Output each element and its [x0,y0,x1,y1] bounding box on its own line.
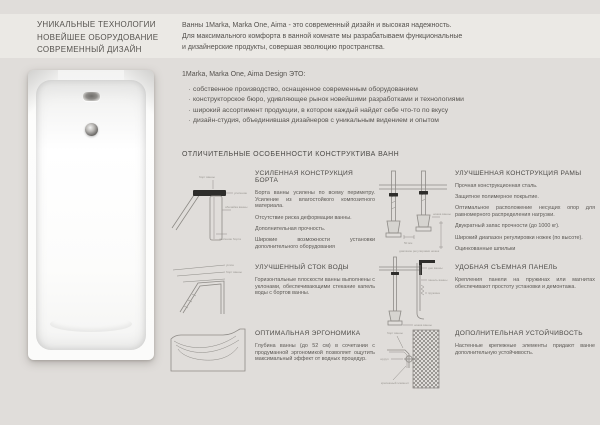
tub-side-profile-diagram [168,327,248,379]
diagram-label: крепежный элемент [381,381,409,385]
diagram-label: ножка ванны [433,212,451,216]
feature-water-drain [255,264,375,302]
list-item [186,85,486,95]
section-title: ОТЛИЧИТЕЛЬНЫЕ ОСОБЕННОСТИ КОНСТРУКТИВА ВАНН [182,151,400,158]
tub-basin [36,80,146,350]
list-item [186,116,486,126]
tub-floor-shading [50,316,132,332]
feature-paragraph: Защитное полимерное покрытие. [455,194,539,201]
feature-paragraph: Широкие возможности установки дополнительного оборудования [255,237,375,250]
page-title-line: УНИКАЛЬНЫЕ ТЕХНОЛОГИИ [37,20,156,29]
feature-paragraph: Прочная конструкционная сталь. [455,183,538,189]
intro-line: Ванны 1Marka, Marka One, Aima - это современный дизайн и высокая надежность. [182,22,452,29]
diagram-label: борт ванны [199,175,215,179]
diagram-label: дно ванны [428,266,443,270]
list-item [186,106,486,116]
bullet-text: широкий ассортимент продукции, в котором каждый найдет себе что-то по вкусу [193,106,449,114]
intro-paragraph [182,20,462,53]
feature-extra-stability [455,330,595,361]
frame-legs-diagram [377,169,449,257]
intro-line: и дизайнерские продукты, совершая эволюцию пространства. [182,44,385,51]
wall-mount-diagram [379,328,445,392]
feature-improved-frame [455,170,595,257]
bullet-text: конструкторское бюро, удивляющее рынок новейшими разработками и технологиями [193,96,464,104]
bullet-dot: · [188,117,191,125]
bullet-text: собственное производство, оснащенное современным оборудованием [193,86,418,93]
feature-title: УДОБНАЯ СЪЕМНАЯ ПАНЕЛЬ [455,264,558,271]
bullet-dot: · [188,86,191,93]
diagram-label: борт ванны [226,270,242,274]
feature-paragraph: Оцинкованные шпильки [455,245,516,252]
page-title [37,19,158,57]
brand-lead: 1Marka, Marka One, Aima Design ЭТО: [182,71,306,78]
feature-paragraph: Глубина ванны (до 52 см) в сочетании с продуманной эргономикой позволяет ощутить максимальный эффект от водных процедур. [255,343,375,363]
diagram-label: шуруп [380,357,389,361]
page-title-line: НОВЕЙШЕЕ ОБОРУДОВАНИЕ [37,32,159,42]
feature-paragraph: Дополнительная прочность. [255,225,326,232]
tub-overflow-hole [83,92,100,101]
feature-paragraph: Отсутствие риска деформации ванны. [255,214,352,221]
feature-paragraph: Двукратный запас прочности (до 1000 кг). [455,223,560,230]
feature-paragraph: Настенные крепежные элементы придают ванне дополнительную устойчивость. [455,343,595,356]
feature-paragraph: Оптимальное расположение несущих опор для равномерного распределения нагрузки. [455,205,595,219]
diagram-label: ножка ванны [414,323,432,327]
feature-title: УЛУЧШЕННАЯ КОНСТРУКЦИЯ РАМЫ [455,170,582,177]
bullet-dot: · [188,106,191,114]
diagram-label: панель ванны [428,278,448,282]
diagram-label: обечайка ванны [225,205,248,209]
diagram-label: уклон [226,263,234,267]
feature-title: ДОПОЛНИТЕЛЬНАЯ УСТОЙЧИВОСТЬ [455,330,583,337]
diagram-label: пружина [428,291,440,295]
rim-cross-section-diagram [169,170,249,248]
feature-title: ОПТИМАЛЬНАЯ ЭРГОНОМИКА [255,330,361,337]
water-drain-slope-diagram [169,262,247,320]
bullet-dot: · [188,96,191,104]
tub-drain [85,123,98,136]
feature-paragraph: Горизонтальные плоскости ванны выполнены с уклонами, обеспечивающими стекание капель воды с бортов ванны. [255,277,375,297]
diagram-label: усиление [234,191,248,195]
feature-removable-panel [455,264,595,295]
diagram-label: усиление борта [219,237,241,241]
feature-title: УСИЛЕННАЯ КОНСТРУКЦИЯ БОРТА [255,170,354,184]
removable-panel-diagram [377,255,447,331]
bullet-text: дизайн-студия, объединившая дизайнеров с уникальным видением и опытом [193,117,439,125]
feature-reinforced-rim [255,170,375,255]
feature-ergonomics [255,330,375,368]
diagram-label: 50 мм [404,241,413,245]
bathtub-top-view-image [28,70,154,360]
list-item [186,95,486,105]
feature-title: УЛУЧШЕННЫЙ СТОК ВОДЫ [255,264,349,271]
feature-paragraph: Борта ванны усилены по всему периметру. Усиление из влагостойкого композитного материала. [255,190,375,210]
brand-bullet-list [186,85,486,127]
feature-paragraph: Крепления панели на пружинах или магнитах обеспечивают простоту установки и демонтажа. [455,277,595,290]
page-title-line: СОВРЕМЕННЫЙ ДИЗАЙН [37,45,142,54]
diagram-label: борт ванны [387,331,403,335]
diagram-label: диапазон регулировки ножек [399,249,440,253]
feature-paragraph: Широкий диапазон регулировки ножек (по высоте). [455,234,583,241]
intro-line: Для максимального комфорта в ванной комнате мы разрабатываем функциональные [182,33,463,40]
